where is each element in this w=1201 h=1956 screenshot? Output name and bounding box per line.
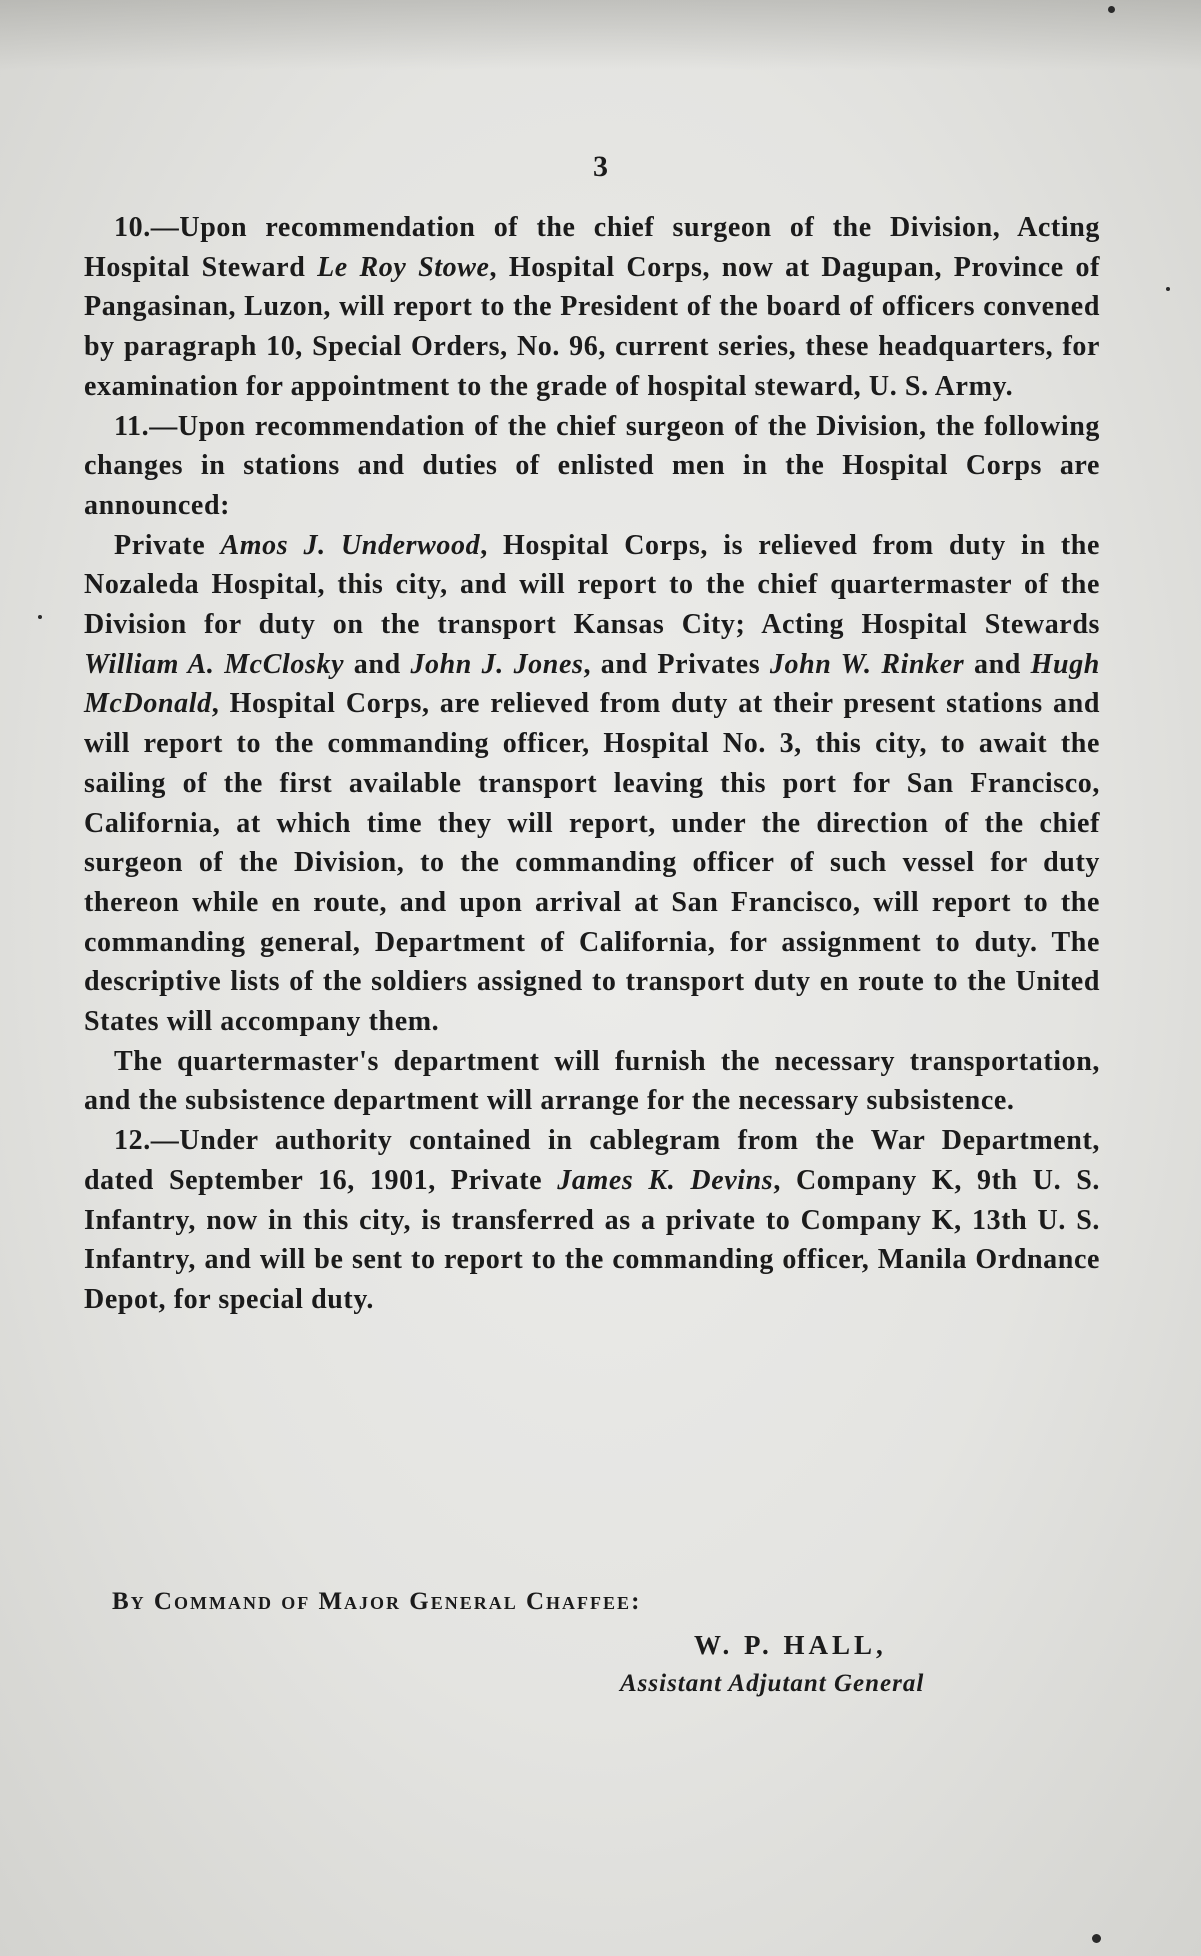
signer-title: Assistant Adjutant General [620, 1670, 925, 1697]
signer-name: W. P. HALL, [694, 1630, 887, 1660]
person-name: Amos J. Underwood [220, 529, 481, 561]
page-number: 3 [593, 150, 608, 183]
ink-speck [38, 615, 42, 619]
person-name: John J. Jones [410, 648, 584, 680]
person-name: Le Roy Stowe [317, 251, 490, 283]
person-name: Hugh McDonald [84, 648, 1100, 720]
person-name: William A. McClosky [84, 648, 345, 680]
paragraph [84, 526, 1100, 1042]
text-run: The quartermaster's department will furnish the necessary transportation, and the subsistence department will arrange for the necessary subsistence. [84, 1045, 1100, 1117]
text-run: 10.—Upon recommendation of the chief surgeon of the Division, Acting Hospital Steward [84, 212, 1100, 283]
text-run: , Hospital Corps, are relieved from duty at their present stations and will report to the commanding officer, Hospital No. 3, this city, to await the sailing of the first available transport leaving this port for San Francisco, California, at which time they will report, under the direction of the chief surgeon of the Division, to the commanding officer of such vessel for duty thereon while en route, and upon arrival at San Francisco, will report to the commanding general, Department of California, for assignment to duty. The descriptive lists of the soldiers assigned to transport duty en route to the United States will accompany them. [84, 688, 1100, 1038]
text-run: 11.—Upon recommendation of the chief surgeon of the Division, the following changes in stations and duties of enlisted men in the Hospital Corps are announced: [84, 410, 1100, 521]
paragraph [84, 407, 1100, 526]
text-run: and [964, 648, 1031, 680]
orders-body-text [84, 208, 1100, 1320]
text-run: , Company K, 9th U. S. Infantry, now in this city, is transferred as a private to Company K, 13th U. S. Infantry, and will be sent to report to the commanding officer, Manila Ordnance Depot, for special duty. [84, 1164, 1101, 1315]
text-run: , Hospital Corps, is relieved from duty in the Nozaleda Hospital, this city, and will report to the chief quartermaster of the Division for duty on the transport Kansas City; Acting Hospital Stewards [84, 529, 1100, 641]
text-run: 12.—Under authority contained in cablegram from the War Department, dated September 16, 1901, Private [84, 1125, 1100, 1196]
paragraph [84, 208, 1100, 407]
text-run: , and Privates [583, 648, 770, 680]
ink-speck [1092, 1934, 1101, 1943]
paragraph [84, 1042, 1100, 1121]
person-name: John W. Rinker [769, 648, 965, 680]
command-line: By Command of Major General Chaffee: [112, 1588, 642, 1615]
paragraph [84, 1121, 1100, 1320]
text-run: , Hospital Corps, now at Dagupan, Province of Pangasinan, Luzon, will report to the President of the board of officers convened by paragraph 10, Special Orders, No. 96, current series, these headquarters, for examination for appointment to the grade of hospital steward, U. S. Army. [84, 251, 1100, 402]
ink-speck [1108, 6, 1115, 13]
ink-speck [1166, 287, 1170, 291]
text-run: and [344, 648, 411, 680]
text-run: Private [114, 529, 221, 561]
person-name: James K. Devins [557, 1164, 774, 1196]
